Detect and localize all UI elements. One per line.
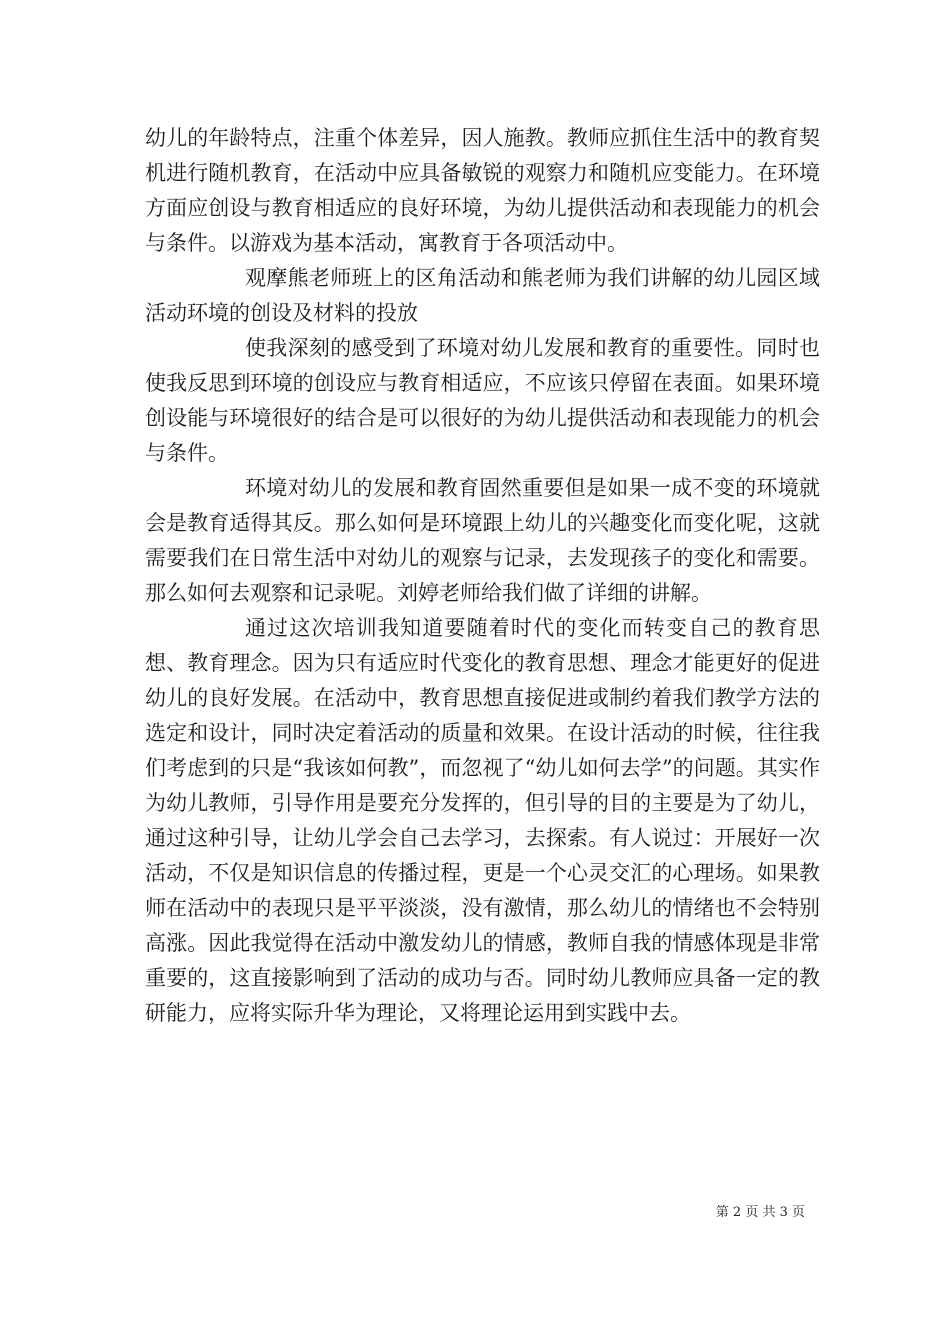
paragraph-continuation: 幼儿的年龄特点，注重个体差异，因人施教。教师应抓住生活中的教育契机进行随机教育，在活动中应具备敏锐的观察力和随机应变能力。在环境方面应创设与教育相适应的良好环境，为幼儿提供活动和表现能力的机会与条件。以游戏为基本活动，寓教育于各项活动中。	[145, 126, 820, 255]
paragraph-environment-feeling: 使我深刻的感受到了环境对幼儿发展和教育的重要性。同时也使我反思到环境的创设应与教育相适应，不应该只停留在表面。如果环境创设能与环境很好的结合是可以很好的为幼儿提供活动和表现能力的机会与条件。	[145, 336, 820, 465]
document-body	[145, 121, 820, 1031]
page-number: 第 2 页 共 3 页	[715, 1205, 805, 1220]
paragraph-training-reflection: 通过这次培训我知道要随着时代的变化而转变自己的教育思想、教育理念。因为只有适应时代变化的教育思想、理念才能更好的促进幼儿的良好发展。在活动中，教育思想直接促进或制约着我们教学方法的选定和设计，同时决定着活动的质量和效果。在设计活动的时候，往往我们考虑到的只是“我该如何教”，而忽视了“幼儿如何去学”的问题。其实作为幼儿教师，引导作用是要充分发挥的，但引导的目的主要是为了幼儿，通过这种引导，让幼儿学会自己去学习，去探索。有人说过：开展好一次活动，不仅是知识信息的传播过程，更是一个心灵交汇的心理场。如果教师在活动中的表现只是平平淡淡，没有激情，那么幼儿的情绪也不会特别高涨。因此我觉得在活动中激发幼儿的情感，教师自我的情感体现是非常重要的，这直接影响到了活动的成功与否。同时幼儿教师应具备一定的教研能力，应将实际升华为理论，又将理论运用到实践中去。	[145, 616, 820, 1025]
paragraph-observation: 观摩熊老师班上的区角活动和熊老师为我们讲解的幼儿园区域活动环境的创设及材料的投放	[145, 266, 820, 325]
paragraph-environment-change: 环境对幼儿的发展和教育固然重要但是如果一成不变的环境就会是教育适得其反。那么如何是环境跟上幼儿的兴趣变化而变化呢，这就需要我们在日常生活中对幼儿的观察与记录，去发现孩子的变化和需要。那么如何去观察和记录呢。刘婷老师给我们做了详细的讲解。	[145, 476, 820, 605]
